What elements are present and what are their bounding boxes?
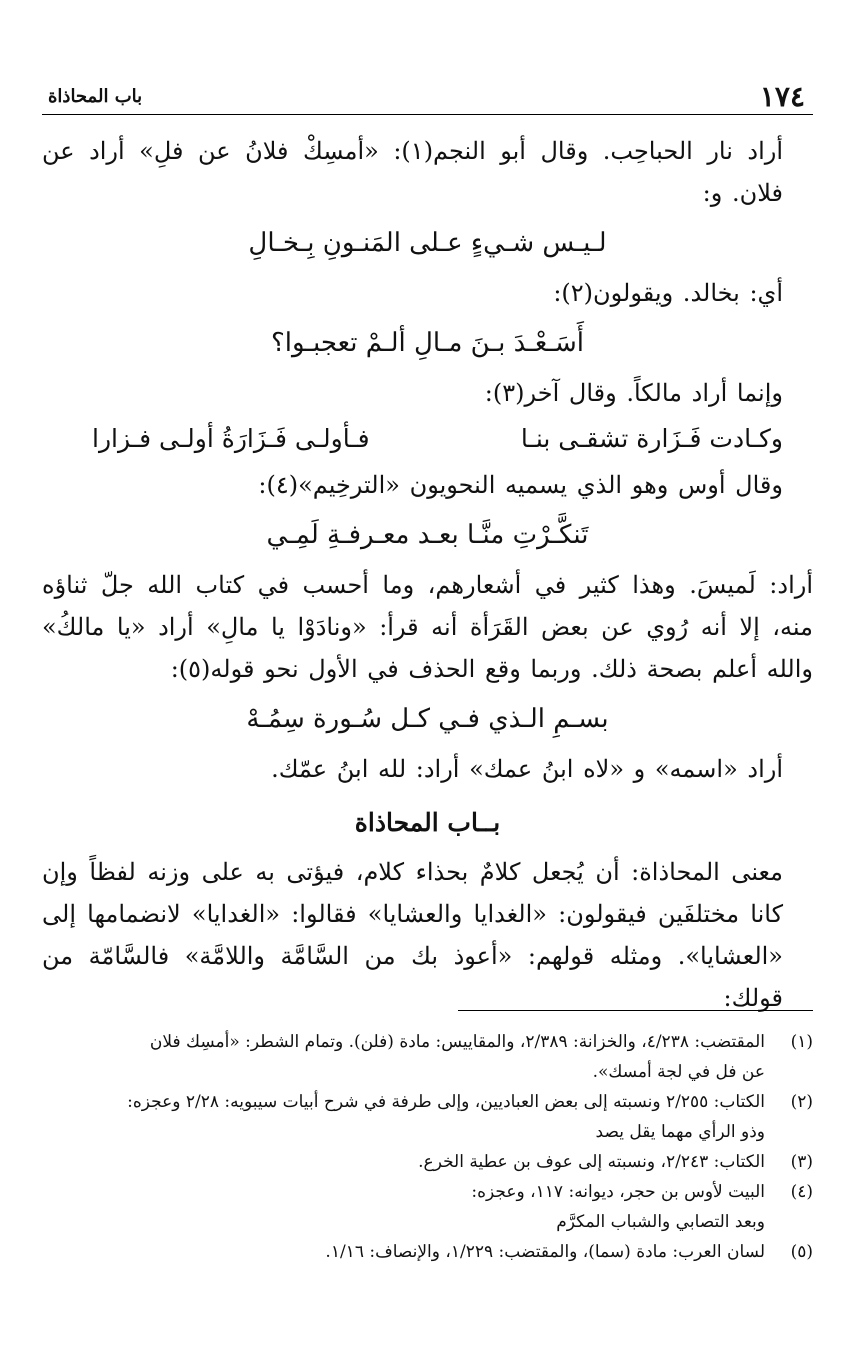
footnote-text: البيت لأوس بن حجر، ديوانه: ١١٧، وعجزه: [471,1182,765,1202]
paragraph-4: وقال أوس وهو الذي يسميه النحويون «الترخِيم»(٤): [258,471,783,499]
footnote-number: (٣) [790,1152,813,1172]
footnote-1 [42,1027,813,1057]
footnote-4 [42,1177,813,1207]
footnote-2-continuation: وذو الرأي مهما يقل يصد [595,1122,765,1142]
paragraph-1: أراد نار الحباحِب. وقال أبو النجم(١): «أمسِكْ فلانُ عن فلِ» أراد عن فلان. و: [42,137,784,207]
footnote-text: المقتضب: ٤/٢٣٨، والخزانة: ٢/٣٨٩، والمقاييس: مادة (فلن). وتمام الشطر: «أمسِك فلان [149,1032,765,1052]
footnote-number: (٥) [790,1242,813,1262]
verse-5: بسـمِ الـذي فـي كـل سُـورة سِمُـهْ [246,704,609,734]
paragraph-6: أراد «اسمه» و «لاه ابنُ عمك» أراد: لله ابنُ عمّك. [271,755,783,783]
footnote-number: (١) [790,1032,813,1052]
main-text [42,130,813,1019]
paragraph-7: معنى المحاذاة: أن يُجعل كلامٌ بحذاء كلام، فيؤتى به على وزنه لفظاً وإن كانا مختلفَين فيقولون: «الغدايا والعشايا» فقالوا: «الغدايا» لانضمامها إلى «العشايا». ومثله قولهم: «أعوذ بك من السَّامَّة واللامَّة» فالسَّامّة من قولك: [42,858,783,1012]
running-header [42,80,813,115]
footnote-divider [458,1010,813,1011]
footnote-text: الكتاب: ٢/٢٥٥ ونسبته إلى بعض العباديين، وإلى طرفة في شرح أبيات سيبويه: ٢/٢٨ وعجزه: [127,1092,765,1112]
footnote-text: الكتاب: ٢/٢٤٣، ونسبته إلى عوف بن عطية الخرع. [418,1152,765,1172]
paragraph-5: أراد: لَميسَ. وهذا كثير في أشعارهم، وما أحسب في كتاب الله جلّ ثناؤه منه، إلا أنه رُوي عن بعض القَرَأة أنه قرأ: «ونادَوْا يا مالِ» أراد «يا مالكُ» والله أعلم بصحة ذلك. وربما وقع الحذف في الأول نحو قوله(٥): [42,571,813,683]
paragraph-2: أي: بخالد. ويقولون(٢): [553,279,783,307]
verse-4: تَنكَّـرْتِ منَّـا بعـد معـرفـةِ لَمِـي [266,520,589,550]
footnote-3 [42,1147,813,1177]
footnote-text: لسان العرب: مادة (سما)، والمقتضب: ١/٢٢٩، والإنصاف: ١/١٦. [325,1242,765,1262]
verse-3-second-hemistich: فـأولـى فَـزَارَةُ أولـى فـزارا [92,424,370,453]
verse-3-first-hemistich: وكـادت فَـزَارة تشقـى بنـا [520,424,783,453]
running-title: باب المحاذاة [48,86,143,107]
verse-3 [42,414,813,464]
footnotes [42,1027,813,1267]
section-title: بــاب المحاذاة [354,808,501,837]
footnote-1-continuation: عن فل في لجة أمسك». [592,1062,765,1082]
footnote-number: (٢) [790,1092,813,1112]
footnote-2 [42,1087,813,1117]
page-number: ١٧٤ [759,80,805,113]
paragraph-3: وإنما أراد مالكاً. وقال آخر(٣): [484,379,783,407]
verse-1: لـيـس شـيءٍ عـلى المَنـونِ بِـخـالِ [248,228,607,258]
footnote-4-continuation: وبعد التصابي والشباب المكرَّم [556,1212,765,1232]
verse-2: أَسَـعْـدَ بـنَ مـالِ ألـمْ تعجبـوا؟ [270,328,585,358]
footnote-5 [42,1237,813,1267]
footnote-number: (٤) [790,1182,813,1202]
